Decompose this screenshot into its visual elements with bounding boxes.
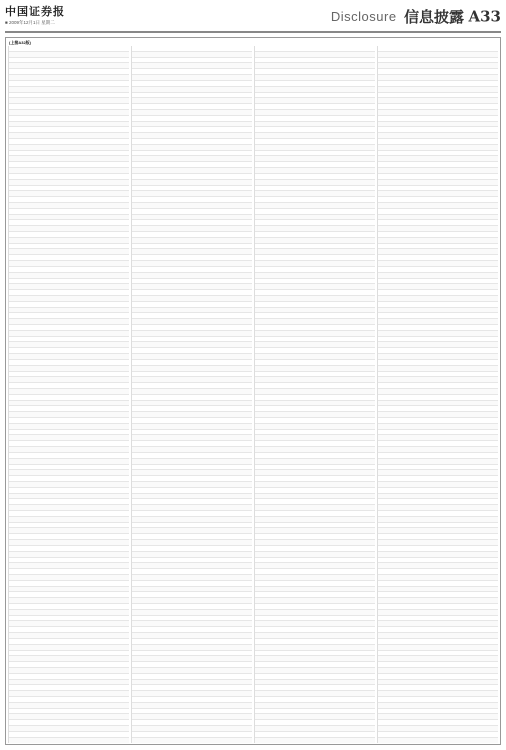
table-column (254, 46, 375, 743)
continued-note: (上接A32版) (9, 40, 32, 45)
section-name-en: Disclosure (330, 9, 397, 24)
table-row (9, 738, 129, 743)
section-name-zh: 信息披露 (404, 8, 465, 26)
masthead (0, 0, 506, 32)
disclosure-table-box (5, 37, 501, 745)
table-column (131, 46, 252, 743)
table-row (132, 738, 252, 743)
newspaper-logo: 中国证券报 (5, 5, 65, 18)
table-column (8, 46, 129, 743)
section-header (331, 6, 501, 27)
table-row (255, 738, 375, 743)
issue-date: ■ 2009年12月1日 星期二 (5, 20, 55, 25)
table-column (377, 46, 498, 743)
header-rule (5, 31, 501, 33)
table-row (378, 738, 498, 743)
disclosure-table (8, 46, 498, 743)
page-number: A33 (468, 7, 501, 26)
